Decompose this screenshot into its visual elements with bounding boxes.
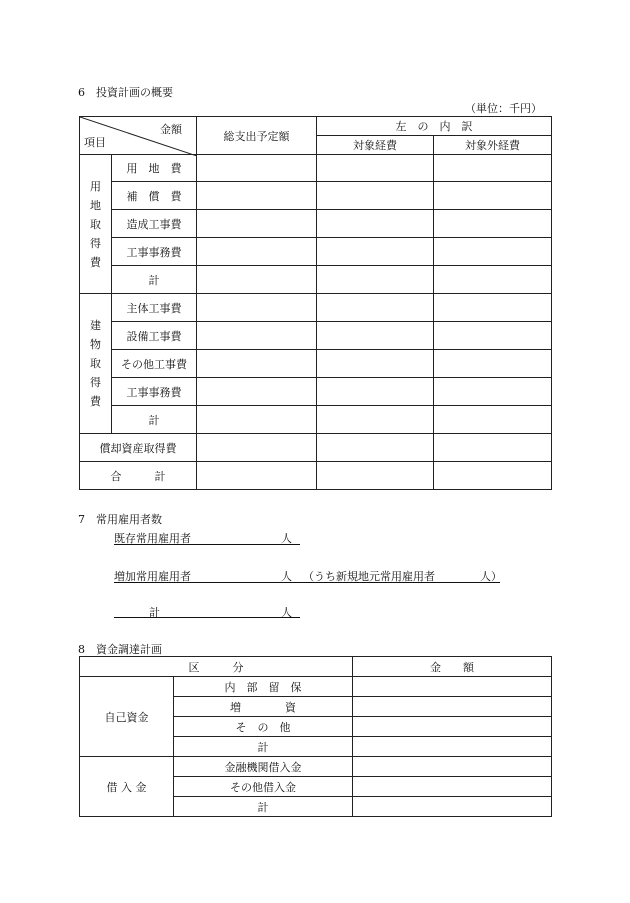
amount-cell[interactable] (197, 322, 317, 350)
grand-total-label: 合 計 (80, 462, 197, 490)
row-label: 工事事務費 (112, 238, 197, 266)
amount-cell[interactable] (434, 210, 552, 238)
increase-employees-underline (114, 582, 500, 583)
amount-cell[interactable] (317, 182, 434, 210)
amount-cell[interactable] (197, 378, 317, 406)
amount-cell[interactable] (353, 677, 552, 697)
unit-label: （単位：千円） (465, 102, 542, 115)
amount-cell[interactable] (434, 266, 552, 294)
amount-cell[interactable] (197, 210, 317, 238)
borrowed-funds-label: 借 入 金 (80, 757, 174, 817)
amount-cell[interactable] (317, 406, 434, 434)
row-label: 計 (112, 406, 197, 434)
header-amount-label: 金額 (160, 123, 182, 136)
depreciable-assets-label: 償却資産取得費 (80, 434, 197, 462)
row-label: 造成工事費 (112, 210, 197, 238)
row-label: 設備工事費 (112, 322, 197, 350)
amount-cell[interactable] (434, 294, 552, 322)
section8-title: 8 資金調達計画 (78, 643, 162, 656)
amount-cell[interactable] (434, 378, 552, 406)
amount-cell[interactable] (317, 322, 434, 350)
row-label: 計 (112, 266, 197, 294)
amount-cell[interactable] (317, 155, 434, 182)
header-item-label: 項目 (84, 136, 106, 149)
building-acquisition-group: 建 物 取 得 費 (80, 294, 112, 434)
employees-total-label: 計 (149, 606, 160, 619)
amount-cell[interactable] (317, 462, 434, 490)
amount-cell[interactable] (197, 462, 317, 490)
amount-cell[interactable] (197, 406, 317, 434)
row-label: 内 部 留 保 (174, 677, 353, 697)
employees-total-underline (114, 617, 300, 618)
existing-employees-unit: 人 (281, 532, 292, 545)
amount-cell[interactable] (197, 238, 317, 266)
section6-title: 6 投資計画の概要 (78, 86, 173, 99)
row-label: 主体工事費 (112, 294, 197, 322)
amount-cell[interactable] (317, 434, 434, 462)
row-label: 計 (174, 737, 353, 757)
increase-employees-label: 増加常用雇用者 (114, 570, 191, 583)
amount-cell[interactable] (353, 697, 552, 717)
row-label: 金融機関借入金 (174, 757, 353, 777)
amount-cell[interactable] (317, 350, 434, 378)
amount-cell[interactable] (317, 238, 434, 266)
row-label: その他工事費 (112, 350, 197, 378)
amount-cell[interactable] (197, 350, 317, 378)
amount-cell[interactable] (434, 434, 552, 462)
amount-cell[interactable] (317, 210, 434, 238)
increase-employees-unit: 人 (281, 570, 292, 583)
local-new-employees-label: （うち新規地元常用雇用者 (303, 570, 435, 583)
own-funds-label: 自己資金 (80, 677, 174, 757)
row-label: 計 (174, 797, 353, 817)
diagonal-header-cell (80, 117, 197, 155)
row-label: その他借入金 (174, 777, 353, 797)
amount-cell[interactable] (353, 757, 552, 777)
amount-cell[interactable] (434, 350, 552, 378)
row-label: 増 資 (174, 697, 353, 717)
funding-plan-table (79, 656, 552, 817)
amount-cell[interactable] (353, 737, 552, 757)
local-new-employees-close: 人） (480, 570, 502, 583)
row-label: 用 地 費 (112, 155, 197, 182)
header-non-target-cost: 対象外経費 (434, 136, 552, 155)
header-total: 総支出予定額 (197, 117, 317, 155)
amount-cell[interactable] (434, 322, 552, 350)
amount-cell[interactable] (317, 378, 434, 406)
row-label: 工事事務費 (112, 378, 197, 406)
header-amount: 金 額 (353, 657, 552, 677)
amount-cell[interactable] (197, 294, 317, 322)
row-label: そ の 他 (174, 717, 353, 737)
amount-cell[interactable] (434, 406, 552, 434)
amount-cell[interactable] (317, 266, 434, 294)
amount-cell[interactable] (434, 462, 552, 490)
amount-cell[interactable] (353, 777, 552, 797)
amount-cell[interactable] (434, 182, 552, 210)
header-breakdown: 左 の 内 訳 (317, 117, 552, 136)
amount-cell[interactable] (434, 155, 552, 182)
amount-cell[interactable] (197, 155, 317, 182)
header-target-cost: 対象経費 (317, 136, 434, 155)
amount-cell[interactable] (197, 434, 317, 462)
existing-employees-underline (114, 544, 300, 545)
header-category: 区 分 (80, 657, 353, 677)
amount-cell[interactable] (353, 797, 552, 817)
amount-cell[interactable] (434, 238, 552, 266)
existing-employees-label: 既存常用雇用者 (114, 532, 191, 545)
row-label: 補 償 費 (112, 182, 197, 210)
amount-cell[interactable] (353, 717, 552, 737)
employees-total-unit: 人 (281, 606, 292, 619)
land-acquisition-group: 用 地 取 得 費 (80, 155, 112, 294)
section7-title: 7 常用雇用者数 (78, 513, 162, 526)
amount-cell[interactable] (197, 266, 317, 294)
investment-plan-table (79, 116, 552, 490)
amount-cell[interactable] (197, 182, 317, 210)
amount-cell[interactable] (317, 294, 434, 322)
